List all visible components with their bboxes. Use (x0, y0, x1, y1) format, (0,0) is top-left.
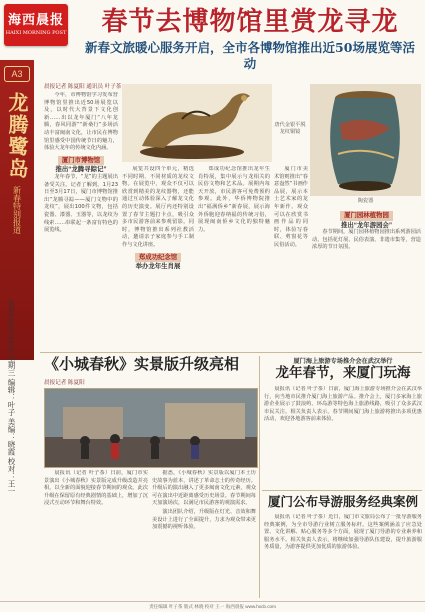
story3-paragraph: 晨报讯（记者 叶子茶）日前，厦门海上旅游专场推介会在武汉举行，向当地市民推介厦门海上旅游产品。推介会上，厦门多家海上旅游企业展示了鼓浪屿、环岛游等特色海上旅游线路，吸引了众多武汉市民关注。相关负责人表示，春节期间厦门海上旅游将推出多项优惠活动，欢迎各地游客前来体验。 (264, 386, 422, 423)
story4-title: 厦门公布导游服务经典案例 (267, 494, 418, 509)
story3-kicker: 厦门海上旅游专场推介会在武汉举行 (293, 358, 393, 365)
vertical-divider (259, 356, 260, 598)
article-column-5 (312, 210, 421, 350)
top-story-byline: 晨报记者 陈夏阳 通讯员 叶子茶 (44, 84, 122, 90)
section-sub-museum: 推出“龙腾寻踪记” (55, 166, 107, 174)
article-column-4 (274, 166, 308, 350)
col2-paragraph: 展览共设四个单元，精选不同时期、不同材质的龙纹文物。在展览中，观众不仅可以欣赏到精美的龙纹器物，还能通过互动体验深入了解龙文化的历史演变。展厅内还特别设置了春节主题打卡点，吸引众多市民游客前来参观留影。同时，博物馆推出系列社教活动，邀请亲子家庭参与手工制作与文化讲座。 (122, 166, 194, 248)
vase-graphic (310, 84, 421, 196)
museum-paragraph: 龙年春节，“龙”的主题展出备受关注。记者了解到，1月23日至3月17日，厦门市博物馆推出“龙腾寻踪——厦门文物中的龙纹”，展出100件文物，包括瓷器、漆器、玉器等，以龙纹为线索……串联起一条富有特色的展览线。 (44, 173, 118, 234)
intro-paragraph: 今年，市博物馆学习发布营博物馆里推出近50场展览以及，以时代大背景下文化创新……出以龙年厦门“八年龙腾，春风同游”“新桑行”多场活动丰富闽南文化，让市民在博物馆里感受中国传统节日的魅力，体验大龙年的传统文化内涵。 (44, 92, 118, 152)
story3-title: 龙年春节，来厦门玩海 (275, 365, 411, 381)
vase-photo (310, 84, 421, 196)
section-divider-2 (262, 490, 422, 491)
story2-column-2 (152, 470, 256, 598)
story2-paragraph-2: 据悉，《小城春秋》实景版以厦门本土历史故事为蓝本，讲述了革命志士的传奇经历。升级后的演出融入了更多闽南文化元素，观众可在演出中近距离感受历史场景。春节期间每天加演场次，以满足市民游客的观演需求。 (152, 470, 256, 507)
page-number-badge: A3 (4, 66, 30, 82)
dragon-artifact-graphic (122, 84, 272, 162)
page-footer: 责任编辑 叶子茶 版式 林晓 校对 王一 海西晨报 www.hxcb.com (0, 601, 425, 612)
masthead-logo (4, 4, 68, 46)
col3-paragraph: 郑成功纪念馆推出龙年生肖特展，集中展示与龙相关的民俗文物和艺术品。展期内每天开放，市民游客可免费预约参观。此外，华侨博物院推出“福满侨乡”新春展，展示海外侨胞迎春纳福的传统习俗，展现闽南侨乡文化的独特魅力。 (198, 166, 270, 233)
photo-caption-vase: 陶瓷器 (357, 198, 374, 204)
sidebar-title: 龙腾鹭岛 (5, 92, 29, 180)
story3-column (264, 386, 422, 486)
story4-paragraph: 晨报讯（记者 叶子茶）近日，厦门市文旅局公布了一批导游服务经典案例，为全市导游行业树立服务标杆。这些案例涵盖了应急处置、文化讲解、贴心服务等多个方面，展现了厦门导游的专业素养和服务水平。相关负责人表示，将继续加强导游队伍建设，提升旅游服务质量，为游客提供更加优质的旅游体验。 (264, 514, 422, 551)
stage-graphic (45, 389, 257, 467)
section-divider (40, 352, 422, 353)
story2-paragraph-3: 演出团队介绍，升级版在灯光、音效和舞美设计上进行了全面提升，力求为观众带来更加震撼的视听体验。 (152, 508, 256, 531)
logo-main-text: 海西晨报 (7, 13, 64, 28)
story2-title: 《小城春秋》实景版升级亮相 (44, 355, 240, 373)
article-column-2 (122, 166, 194, 350)
sidebar-subtitle: 新春特别报道 (12, 186, 22, 234)
story2-paragraph-1: 晨报讯（记者 叶子茶）日前，厦门市实景演出《小城春秋》实景版完成升级改造并亮相，以全新的面貌迎接春节期间的观众。此次升级在保留原有经典剧情的基础上，增加了沉浸式互动环节和舞台特效。 (44, 470, 148, 507)
section-sub-garden: 推出“龙年游园会” (340, 221, 393, 229)
section-head-garden: 厦门园林植物园 (340, 211, 393, 221)
story2-stage-photo (44, 388, 258, 468)
bronze-dragon-photo (122, 84, 272, 162)
photo-caption-mirror: 唐代金银平脱龙纹铜镜 (274, 122, 306, 135)
section-head-museum: 厦门市博物馆 (58, 156, 104, 166)
page-headline: 春节去博物馆里赏龙寻龙 (101, 7, 399, 37)
section-head-zcg: 郑成功纪念馆 (135, 253, 181, 263)
story2-byline: 晨报记者 陈夏阳 (44, 380, 85, 386)
article-column-3 (198, 166, 270, 350)
article-column-1 (44, 92, 118, 350)
section-sub-zcg: 举办龙年生肖展 (135, 263, 181, 271)
story4-column (264, 514, 422, 598)
story2-column-1 (44, 470, 148, 598)
logo-sub-text: HAIXI MORNING POST (5, 30, 67, 36)
sidebar-date: 2024年2月14日 星期三 编辑：叶子 美编：晓霞 校对：王一 (7, 300, 16, 496)
col5-paragraph: 春节期间，厦门园林植物园推出系列游园活动，包括花灯展、民俗表演、非遗市集等，营造浓厚的节日氛围。 (312, 229, 421, 251)
col4-paragraph: 厦门市美术馆则推出“春意盎然”书画作品展，展示本土艺术家的龙年新作。观众可以在欣赏书画作品的同时，体验写春联、剪窗花等民俗活动。 (274, 166, 308, 248)
page-subheadline: 新春文旅暖心服务开启，全市各博物馆推出近50场展览等活动 (85, 40, 415, 71)
